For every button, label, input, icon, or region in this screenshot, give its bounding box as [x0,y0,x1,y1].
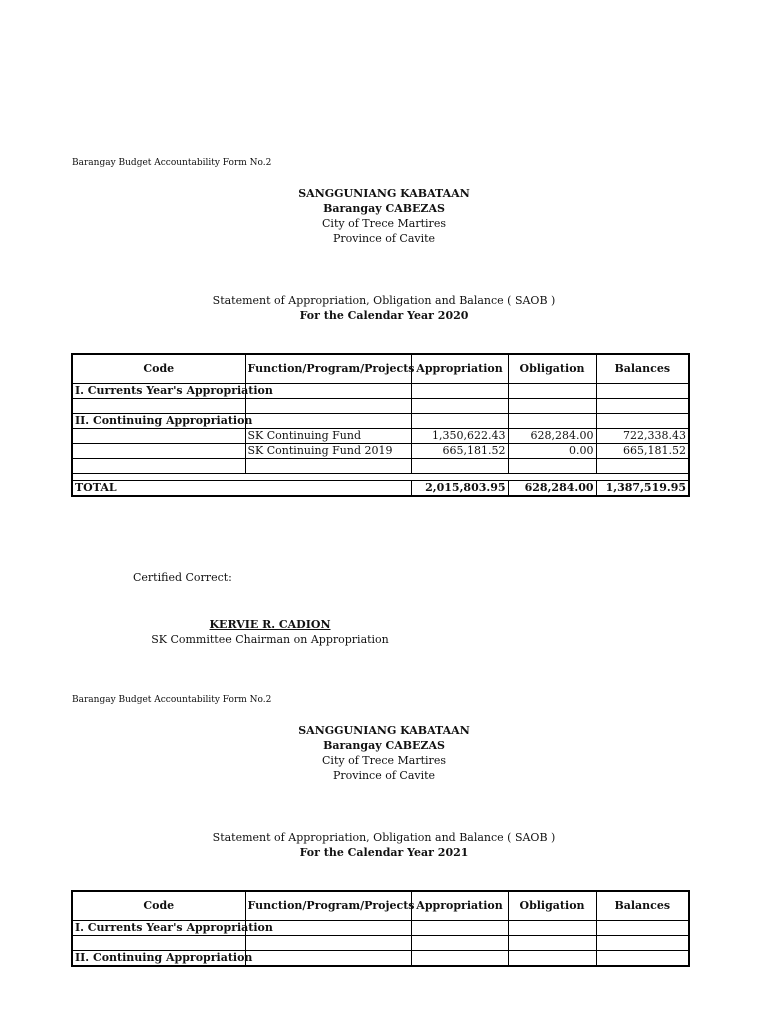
barangay-name: Barangay CABEZAS [323,202,445,215]
province-name: Province of Cavite [332,769,436,782]
obligation-cell: 0.00 [508,444,596,459]
balance-cell: 722,338.43 [596,429,689,444]
program-cell: SK Continuing Fund [245,429,411,444]
col-header-balances: Balances [596,891,689,921]
statement-period: For the Calendar Year 2020 [299,309,469,322]
col-header-balances: Balances [596,354,689,384]
total-label: TOTAL [72,481,411,497]
statement-title: Statement of Appropriation, Obligation and Balance ( SAOB ) [212,831,556,844]
section-label-continuing: II. Continuing Appropriation [72,414,245,429]
table-header-row [72,891,689,921]
statement-heading [0,293,768,323]
statement-title: Statement of Appropriation, Obligation and Balance ( SAOB ) [212,294,556,307]
program-cell: SK Continuing Fund 2019 [245,444,411,459]
section-row-current [72,384,689,399]
appropriation-cell: 665,181.52 [411,444,508,459]
col-header-obligation: Obligation [508,891,596,921]
org-name: SANGGUNIANG KABATAAN [298,187,470,200]
obligation-cell: 628,284.00 [508,429,596,444]
certified-label: Certified Correct: [133,571,232,584]
col-header-appropriation: Appropriation [411,354,508,384]
statement-heading [0,830,768,860]
org-name: SANGGUNIANG KABATAAN [298,724,470,737]
city-name: City of Trece Martires [322,217,446,230]
total-appropriation: 2,015,803.95 [411,481,508,497]
table-row [72,399,689,414]
section-label-continuing: II. Continuing Appropriation [72,951,245,967]
province-name: Province of Cavite [332,232,436,245]
section-label-current: I. Currents Year's Appropriation [72,384,245,399]
form-header [0,186,768,246]
section-row-current [72,921,689,936]
signatory-title: SK Committee Chairman on Appropriation [151,633,389,646]
total-balance: 1,387,519.95 [596,481,689,497]
form-label: Barangay Budget Accountability Form No.2 [72,695,272,705]
table-row [72,459,689,474]
table-header-row [72,354,689,384]
saob-table [71,353,690,497]
form-label: Barangay Budget Accountability Form No.2 [72,158,272,168]
section-row-continuing [72,414,689,429]
col-header-code: Code [72,354,245,384]
saob-table [71,890,690,967]
form-header [0,723,768,783]
table-row [72,429,689,444]
total-row [72,481,689,497]
table-row [72,444,689,459]
col-header-program: Function/Program/Projects [245,354,411,384]
total-obligation: 628,284.00 [508,481,596,497]
city-name: City of Trece Martires [322,754,446,767]
barangay-name: Barangay CABEZAS [323,739,445,752]
table-row [72,936,689,951]
statement-period: For the Calendar Year 2021 [299,846,469,859]
col-header-obligation: Obligation [508,354,596,384]
balance-cell: 665,181.52 [596,444,689,459]
section-row-continuing [72,951,689,967]
signature-block [120,617,420,647]
signatory-name: KERVIE R. CADION [209,618,331,631]
appropriation-cell: 1,350,622.43 [411,429,508,444]
col-header-code: Code [72,891,245,921]
col-header-program: Function/Program/Projects [245,891,411,921]
section-label-current: I. Currents Year's Appropriation [72,921,245,936]
col-header-appropriation: Appropriation [411,891,508,921]
spacer-row [72,474,689,481]
